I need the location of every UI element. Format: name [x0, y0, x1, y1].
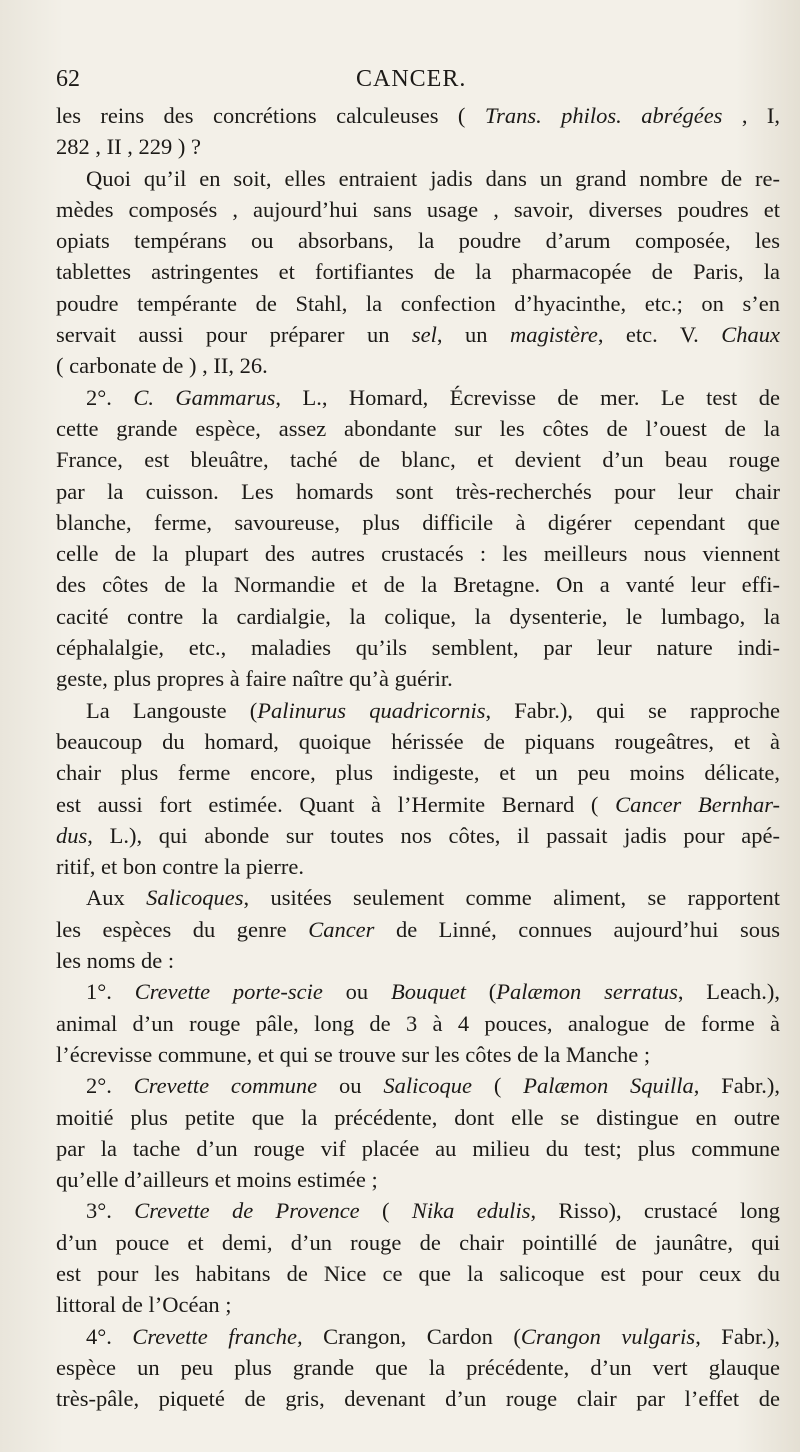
- text-segment: , Leach.),: [677, 979, 780, 1005]
- text-segment: , Fabr.),: [693, 1073, 780, 1099]
- text-line: [56, 695, 780, 726]
- text-segment: , etc. V.: [597, 322, 722, 348]
- text-segment: poudre tempérante de Stahl, la confection d’hyacinthe, etc.; on s’en: [56, 290, 780, 316]
- text-line: [56, 288, 780, 319]
- text-line: [56, 1352, 780, 1383]
- text-line: [56, 663, 780, 694]
- text-segment: littoral de l’Océan ;: [56, 1292, 232, 1318]
- text-segment: 2°.: [86, 1073, 134, 1099]
- text-line: [56, 1102, 780, 1133]
- text-segment: par la tache d’un rouge vif placée au milieu du test; plus commune: [56, 1135, 780, 1161]
- italic-text-segment: Palæmon serratus: [496, 979, 678, 1005]
- text-line: [56, 1133, 780, 1164]
- text-segment: céphalalgie, etc., maladies qu’ils semblent, par leur nature indi-: [56, 635, 780, 661]
- text-line: [56, 1008, 780, 1039]
- text-segment: (: [359, 1198, 412, 1224]
- text-line: [56, 1039, 780, 1070]
- italic-text-segment: Salicoque: [383, 1073, 473, 1099]
- italic-text-segment: Palæmon Squilla: [523, 1073, 694, 1099]
- text-segment: ou: [322, 979, 391, 1005]
- text-line: [56, 1070, 780, 1101]
- text-line: [56, 350, 780, 381]
- text-segment: espèce un peu plus grande que la précédente, d’un vert glauque: [56, 1354, 780, 1380]
- italic-text-segment: C. Gammarus: [133, 384, 276, 410]
- text-line: [56, 1164, 780, 1195]
- text-segment: La Langouste (: [86, 697, 258, 723]
- text-line: [56, 507, 780, 538]
- text-segment: de Linné, connues aujourd’hui sous: [374, 916, 781, 942]
- text-line: [56, 851, 780, 882]
- text-line: [56, 1227, 780, 1258]
- text-segment: (: [465, 979, 497, 1005]
- text-line: [56, 256, 780, 287]
- text-segment: les espèces du genre: [56, 916, 309, 942]
- text-segment: (: [472, 1073, 524, 1099]
- text-segment: des côtes de la Normandie et de la Bretagne. On a vanté leur effi-: [56, 572, 780, 598]
- text-line: [56, 476, 780, 507]
- text-segment: , Fabr.),: [695, 1323, 781, 1349]
- text-line: [56, 1383, 780, 1414]
- text-segment: est aussi fort estimée. Quant à l’Hermite Bernard (: [56, 791, 616, 817]
- text-segment: France, est bleuâtre, taché de blanc, et devient d’un beau rouge: [56, 447, 780, 473]
- text-segment: servait aussi pour préparer un: [56, 322, 412, 348]
- text-segment: qu’elle d’ailleurs et moins estimée ;: [56, 1167, 378, 1193]
- italic-text-segment: Crevette porte-scie: [134, 979, 323, 1005]
- text-segment: geste, plus propres à faire naître qu’à guérir.: [56, 666, 453, 692]
- italic-text-segment: Cancer Bernhar-: [615, 791, 780, 817]
- text-segment: tablettes astringentes et fortifiantes de la pharmacopée de Paris, la: [56, 259, 780, 285]
- text-line: [56, 382, 780, 413]
- text-segment: très-pâle, piqueté de gris, devenant d’un rouge clair par l’effet de: [56, 1386, 780, 1412]
- text-segment: , Risso), crustacé long: [530, 1198, 780, 1224]
- text-segment: mèdes composés , aujourd’hui sans usage , savoir, diverses poudres et: [56, 196, 780, 222]
- text-segment: animal d’un rouge pâle, long de 3 à 4 pouces, analogue de forme à: [56, 1010, 780, 1036]
- text-line: [56, 163, 780, 194]
- italic-text-segment: dus: [56, 822, 88, 848]
- text-line: [56, 413, 780, 444]
- text-segment: moitié plus petite que la précédente, dont elle se distingue en outre: [56, 1104, 780, 1130]
- italic-text-segment: Bouquet: [390, 979, 466, 1005]
- text-segment: , usitées seulement comme aliment, se rapportent: [243, 885, 780, 911]
- text-segment: , L., Homard, Écrevisse de mer. Le test de: [275, 384, 780, 410]
- text-line: [56, 1289, 780, 1320]
- text-segment: , L.), qui abonde sur toutes nos côtes, il passait jadis pour apé-: [87, 822, 780, 848]
- italic-text-segment: Crevette de Provence: [134, 1198, 360, 1224]
- text-line: [56, 569, 780, 600]
- text-segment: chair plus ferme encore, plus indigeste, et un peu moins délicate,: [56, 760, 780, 786]
- text-line: [56, 225, 780, 256]
- italic-text-segment: Cancer: [308, 916, 375, 942]
- text-line: [56, 601, 780, 632]
- text-segment: blanche, ferme, savoureuse, plus difficile à digérer cependant que: [56, 509, 780, 535]
- text-segment: Crangon, Cardon (: [302, 1323, 521, 1349]
- text-segment: cette grande espèce, assez abondante sur les côtes de l’ouest de la: [56, 415, 780, 441]
- text-line: [56, 820, 780, 851]
- italic-text-segment: Salicoques: [146, 885, 244, 911]
- text-line: [56, 131, 780, 162]
- text-segment: , Fabr.), qui se rapproche: [485, 697, 780, 723]
- text-segment: 1°.: [86, 979, 135, 1005]
- text-segment: celle de la plupart des autres crustacés : les meilleurs nous viennent: [56, 541, 780, 567]
- text-line: [56, 789, 780, 820]
- italic-text-segment: Chaux: [721, 322, 781, 348]
- text-line: [56, 757, 780, 788]
- italic-text-segment: Nika edulis: [411, 1198, 531, 1224]
- italic-text-segment: Trans. philos. abrégées: [484, 103, 723, 128]
- text-segment: 3°.: [86, 1198, 135, 1224]
- text-segment: ( carbonate de ) , II, 26.: [56, 353, 268, 379]
- text-line: [56, 882, 780, 913]
- text-line: [56, 914, 780, 945]
- text-segment: , un: [436, 322, 510, 348]
- text-line: [56, 194, 780, 225]
- text-segment: ou: [317, 1073, 384, 1099]
- text-line: [56, 945, 780, 976]
- text-line: [56, 726, 780, 757]
- text-segment: beaucoup du homard, quoique hérissée de piquans rougeâtres, et à: [56, 728, 780, 754]
- text-segment: d’un pouce et demi, d’un rouge de chair pointillé de jaunâtre, qui: [56, 1229, 780, 1255]
- page-header: [56, 66, 774, 102]
- text-line: [56, 538, 780, 569]
- text-line: [56, 1321, 780, 1352]
- italic-text-segment: Crevette commune: [133, 1073, 318, 1099]
- text-segment: , I,: [722, 103, 781, 128]
- text-segment: Aux: [86, 885, 147, 911]
- text-segment: Quoi qu’il en soit, elles entraient jadis dans un grand nombre de re-: [86, 165, 780, 191]
- text-line: [56, 319, 780, 350]
- text-segment: opiats tempérans ou absorbans, la poudre d’arum composée, les: [56, 228, 780, 254]
- text-segment: 282 , II , 229 ) ?: [56, 134, 201, 160]
- text-line: [56, 632, 780, 663]
- text-line: [56, 444, 780, 475]
- text-line: [56, 976, 780, 1007]
- italic-text-segment: Crangon vulgaris: [520, 1323, 696, 1349]
- italic-text-segment: Crevette franche,: [132, 1323, 303, 1349]
- text-segment: par la cuisson. Les homards sont très-recherchés pour leur chair: [56, 478, 780, 504]
- text-segment: 4°.: [86, 1323, 133, 1349]
- body-text: [56, 100, 780, 1414]
- text-segment: cacité contre la cardialgie, la colique, la dysenterie, le lumbago, la: [56, 603, 780, 629]
- italic-text-segment: Palinurus quadricornis: [257, 697, 486, 723]
- page-number: 62: [56, 66, 80, 92]
- text-segment: est pour les habitans de Nice ce que la salicoque est pour ceux du: [56, 1260, 780, 1286]
- running-head: CANCER.: [356, 66, 467, 92]
- italic-text-segment: sel: [411, 322, 437, 348]
- text-segment: 2°.: [86, 384, 134, 410]
- text-line: [56, 100, 780, 131]
- italic-text-segment: magistère: [509, 322, 598, 348]
- text-segment: l’écrevisse commune, et qui se trouve sur les côtes de la Manche ;: [56, 1041, 651, 1067]
- text-segment: ritif, et bon contre la pierre.: [56, 854, 305, 880]
- text-segment: les reins des concrétions calculeuses (: [56, 103, 485, 128]
- text-segment: les noms de :: [56, 948, 175, 974]
- text-line: [56, 1258, 780, 1289]
- text-line: [56, 1195, 780, 1226]
